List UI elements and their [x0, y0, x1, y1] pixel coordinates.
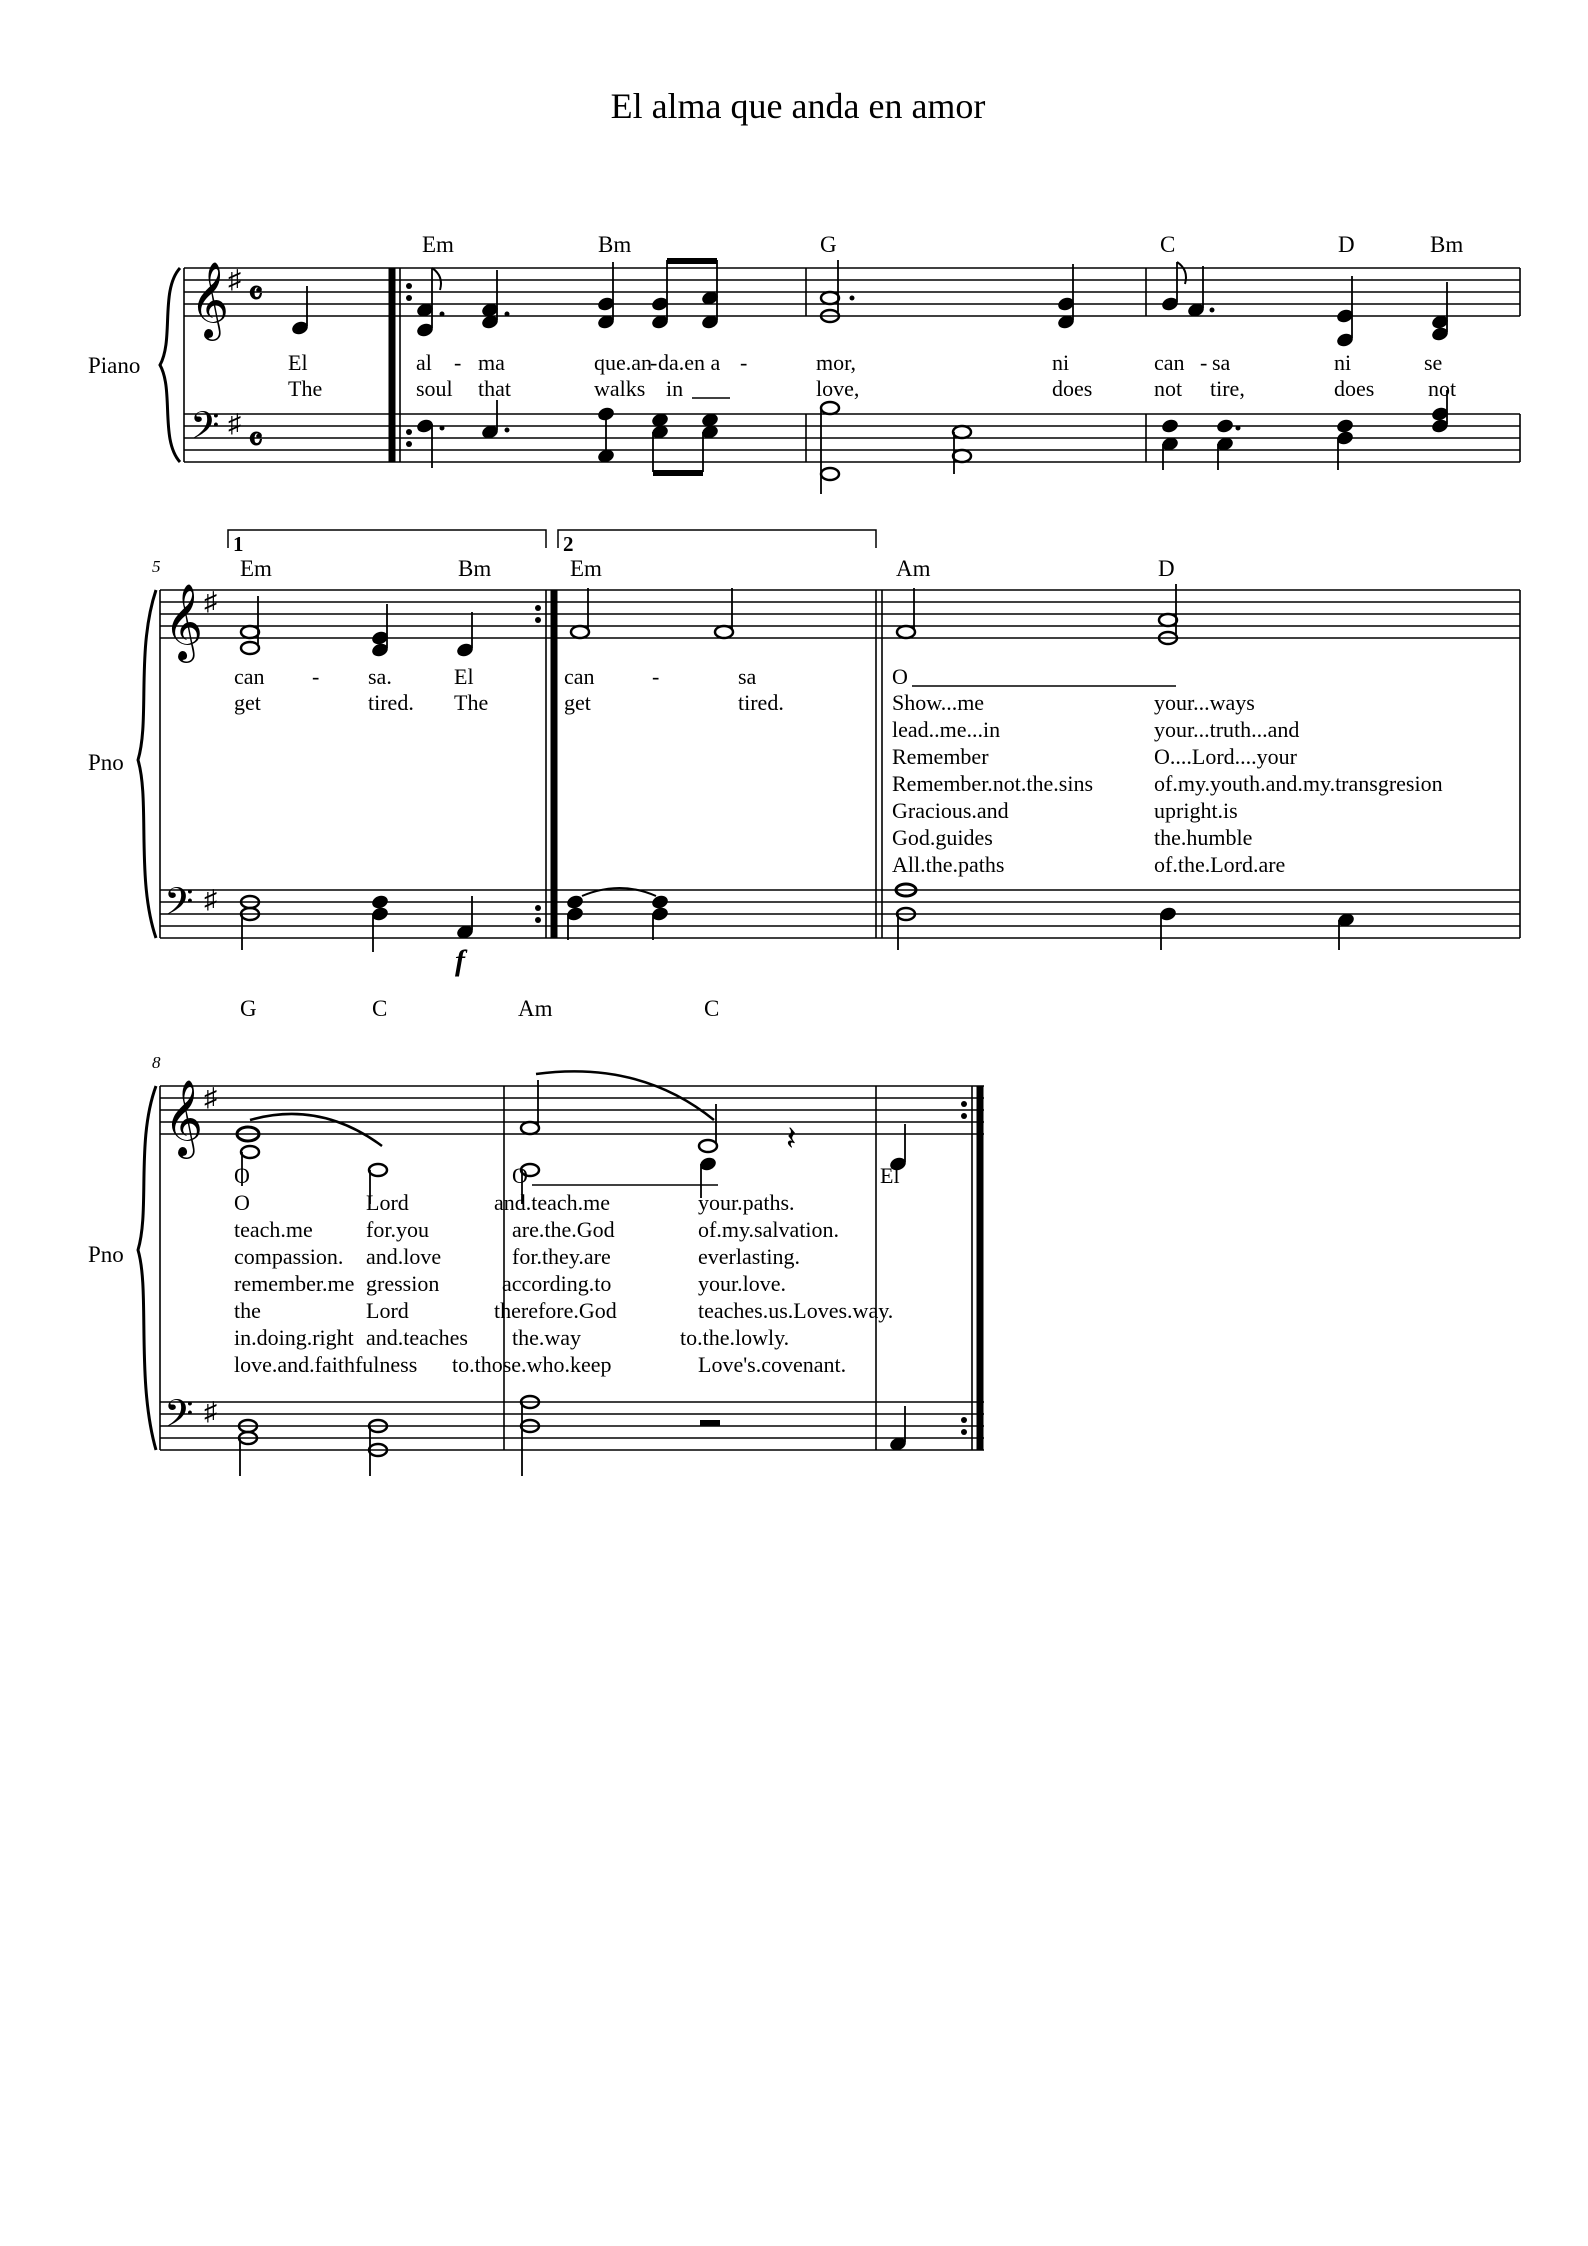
bass-notes: [239, 1396, 908, 1476]
lyric-syllable: O: [234, 1163, 250, 1188]
lyric-syllable: The: [288, 376, 323, 401]
lyric-syllable: teach.me: [234, 1217, 313, 1242]
lyric-syllable: El: [288, 350, 308, 375]
bass-notes: [241, 884, 1356, 952]
chord-symbol: Bm: [1430, 232, 1464, 257]
chord-symbol: Em: [240, 556, 272, 581]
lyric-syllable: to.the.lowly.: [680, 1325, 790, 1350]
lyric-syllable: not: [1154, 376, 1183, 401]
lyric-syllable: gression: [366, 1271, 440, 1296]
lyric-syllable: Show...me: [892, 690, 985, 715]
system-1: [88, 232, 1520, 494]
chord-symbol: G: [820, 232, 837, 257]
lyric-hyphen: -: [1200, 350, 1208, 375]
chord-symbol: D: [1338, 232, 1355, 257]
key-signature-sharp-icon: ♯: [228, 409, 241, 438]
treble-clef-icon: 𝄞: [190, 264, 230, 337]
lyric-syllable: al: [416, 350, 432, 375]
lyric-syllable: not: [1428, 376, 1457, 401]
lyric-syllable: can: [564, 664, 595, 689]
lyrics-verse-5: [892, 771, 1443, 796]
system-3: [88, 996, 984, 1476]
common-time-icon: 𝄴: [248, 422, 264, 459]
lyric-syllable: the.way: [512, 1325, 582, 1350]
bass-notes: [415, 390, 1449, 494]
lyric-syllable: El: [454, 664, 474, 689]
lyrics-verse-7: [892, 825, 1252, 850]
lyric-syllable: soul: [416, 376, 453, 401]
volta-bracket-2: [558, 530, 876, 548]
lyric-syllable: sa.: [368, 664, 392, 689]
lyric-hyphen: -: [650, 350, 658, 375]
lyrics-verse-3: [234, 1217, 839, 1242]
lyric-syllable: your...ways: [1154, 690, 1255, 715]
measure-number: 5: [152, 557, 161, 576]
lyric-syllable: El: [880, 1163, 900, 1188]
lyric-syllable: Remember.not.the.sins: [892, 771, 1094, 796]
treble-clef-icon: 𝄞: [164, 1082, 204, 1155]
instrument-name: Piano: [88, 353, 141, 378]
lyric-syllable: O: [512, 1163, 528, 1188]
slur: [536, 1071, 714, 1120]
bass-clef-icon: 𝄢: [164, 881, 194, 932]
lyric-syllable: O....Lord....your: [1154, 744, 1297, 769]
lyric-syllable: the: [234, 1298, 261, 1323]
measure-number: 8: [152, 1053, 161, 1072]
lyric-syllable: tired.: [738, 690, 784, 715]
lyric-syllable: does: [1334, 376, 1375, 401]
lyric-syllable: love.and.faithfulness: [234, 1352, 418, 1377]
repeat-dot: [961, 1429, 967, 1435]
lyrics-verse-1: [288, 350, 1442, 375]
repeat-dot: [406, 429, 412, 435]
lyric-syllable: for.you: [366, 1217, 429, 1242]
lyrics-verse-1: [234, 664, 1176, 689]
lyric-syllable: according.to: [502, 1271, 612, 1296]
dynamic-marking: f: [455, 944, 465, 977]
lyric-syllable: does: [1052, 376, 1093, 401]
lyric-syllable: to.those.who.keep: [452, 1352, 612, 1377]
lyric-syllable: therefore.God: [494, 1298, 617, 1323]
lyric-syllable: sa: [738, 664, 757, 689]
lyrics-verse-2: [234, 690, 1255, 715]
lyric-syllable: can: [1154, 350, 1185, 375]
key-signature-sharp-icon: ♯: [204, 885, 217, 914]
lyric-syllable: lead..me...in: [892, 717, 1001, 742]
lyric-syllable: everlasting.: [698, 1244, 801, 1269]
lyrics-verse-3: [892, 717, 1299, 742]
lyric-syllable: tired.: [368, 690, 414, 715]
lyric-syllable: ni: [1052, 350, 1070, 375]
lyric-syllable: of.my.salvation.: [698, 1217, 839, 1242]
lyrics-verse-2: [234, 1190, 795, 1215]
key-signature-sharp-icon: ♯: [204, 587, 217, 616]
lyric-syllable: get: [564, 690, 591, 715]
common-time-icon: 𝄴: [248, 276, 264, 313]
lyric-syllable: remember.me: [234, 1271, 355, 1296]
repeat-dot: [535, 905, 541, 911]
lyric-syllable: ni: [1334, 350, 1352, 375]
treble-notes: [290, 258, 1449, 348]
lyric-syllable: teaches.us.Loves.way.: [698, 1298, 894, 1323]
treble-notes: [241, 584, 1177, 658]
brace: [138, 590, 156, 938]
lyrics-verse-8: [892, 852, 1285, 877]
chord-symbol: C: [372, 996, 388, 1021]
brace: [138, 1086, 156, 1450]
lyric-syllable: are.the.God: [512, 1217, 615, 1242]
bass-clef-icon: 𝄢: [190, 405, 220, 456]
lyric-syllable: that: [478, 376, 511, 401]
lyric-syllable: your.paths.: [698, 1190, 795, 1215]
lyric-syllable: Lord: [366, 1298, 409, 1323]
lyric-syllable: tire,: [1210, 376, 1245, 401]
lyric-syllable: walks: [594, 376, 646, 401]
treble-staff: [160, 590, 1520, 638]
lyric-syllable: the.humble: [1154, 825, 1253, 850]
repeat-dot: [406, 295, 412, 301]
lyric-syllable: love,: [816, 376, 860, 401]
instrument-short-name: Pno: [88, 1242, 124, 1267]
volta-number: 1: [233, 532, 244, 556]
lyric-syllable: of.the.Lord.are: [1154, 852, 1286, 877]
chord-symbol: Am: [518, 996, 553, 1021]
lyrics-verse-8: [234, 1352, 846, 1377]
bass-staff: [160, 890, 1520, 938]
instrument-short-name: Pno: [88, 750, 124, 775]
lyrics-verse-2: [288, 376, 1456, 401]
repeat-dot: [961, 1101, 967, 1107]
chord-symbol: Am: [896, 556, 931, 581]
lyric-syllable: The: [454, 690, 489, 715]
lyrics-verse-4: [234, 1244, 800, 1269]
lyrics-verse-1: [234, 1163, 900, 1188]
system-2: [88, 530, 1520, 977]
lyric-syllable: and.teaches: [366, 1325, 468, 1350]
chord-symbol: C: [704, 996, 720, 1021]
chord-symbol: Bm: [458, 556, 492, 581]
quarter-rest-icon: 𝄽: [786, 1121, 797, 1158]
treble-notes: [237, 1071, 908, 1204]
repeat-dot: [961, 1113, 967, 1119]
repeat-dot: [406, 283, 412, 289]
lyric-syllable: your...truth...and: [1154, 717, 1300, 742]
score-title: El alma que anda en amor: [610, 86, 986, 126]
key-signature-sharp-icon: ♯: [228, 265, 241, 294]
bass-staff: [160, 1402, 984, 1450]
lyrics-verse-4: [892, 744, 1298, 769]
repeat-dot: [406, 441, 412, 447]
chord-symbol: Em: [570, 556, 602, 581]
lyric-syllable: Love's.covenant.: [698, 1352, 847, 1377]
brace: [160, 268, 180, 462]
lyric-syllable: O: [234, 1190, 250, 1215]
lyrics-verse-6: [892, 798, 1238, 823]
lyric-syllable: sa: [1212, 350, 1231, 375]
lyric-syllable: in: [666, 376, 684, 401]
lyric-syllable: Lord: [366, 1190, 409, 1215]
lyric-syllable: of.my.youth.and.my.transgresion: [1154, 771, 1443, 796]
tie: [582, 888, 656, 896]
chord-symbol: D: [1158, 556, 1175, 581]
lyric-syllable: get: [234, 690, 261, 715]
lyrics-verse-5: [234, 1271, 786, 1296]
chord-symbol: C: [1160, 232, 1176, 257]
lyric-syllable: and.love: [366, 1244, 442, 1269]
lyric-syllable: can: [234, 664, 265, 689]
lyrics-verse-6: [234, 1298, 893, 1323]
volta-bracket-1: [228, 530, 546, 548]
lyric-syllable: se: [1424, 350, 1443, 375]
lyric-hyphen: -: [312, 664, 320, 689]
lyric-syllable: que.an: [594, 350, 653, 375]
treble-staff: [160, 1086, 984, 1134]
bass-staff: [184, 414, 1520, 462]
lyric-hyphen: -: [652, 664, 660, 689]
half-rest-icon: [700, 1420, 720, 1426]
lyric-hyphen: -: [454, 350, 462, 375]
chord-symbol: G: [240, 996, 257, 1021]
repeat-dot: [961, 1417, 967, 1423]
treble-staff: [184, 268, 1520, 316]
lyric-syllable: your.love.: [698, 1271, 786, 1296]
bass-clef-icon: 𝄢: [164, 1393, 194, 1444]
lyric-syllable: upright.is: [1154, 798, 1238, 823]
lyric-syllable: O: [892, 664, 908, 689]
lyric-syllable: compassion.: [234, 1244, 344, 1269]
treble-clef-icon: 𝄞: [164, 586, 204, 659]
lyric-syllable: in.doing.right: [234, 1325, 354, 1350]
repeat-dot: [535, 917, 541, 923]
repeat-dot: [535, 617, 541, 623]
lyric-syllable: Remember: [892, 744, 989, 769]
lyric-syllable: for.they.are: [512, 1244, 611, 1269]
chord-symbol: Em: [422, 232, 454, 257]
key-signature-sharp-icon: ♯: [204, 1397, 217, 1426]
lyric-syllable: and.teach.me: [494, 1190, 611, 1215]
lyric-hyphen: -: [740, 350, 748, 375]
volta-number: 2: [563, 532, 574, 556]
repeat-dot: [535, 605, 541, 611]
lyric-syllable: God.guides: [892, 825, 993, 850]
lyric-syllable: mor,: [816, 350, 857, 375]
lyric-syllable: ma: [478, 350, 505, 375]
lyric-syllable: All.the.paths: [892, 852, 1005, 877]
chord-symbol: Bm: [598, 232, 632, 257]
key-signature-sharp-icon: ♯: [204, 1083, 217, 1112]
lyrics-verse-7: [234, 1325, 789, 1350]
lyric-syllable: Gracious.and: [892, 798, 1009, 823]
slur: [250, 1114, 382, 1146]
lyric-syllable: da.en a: [658, 350, 721, 375]
